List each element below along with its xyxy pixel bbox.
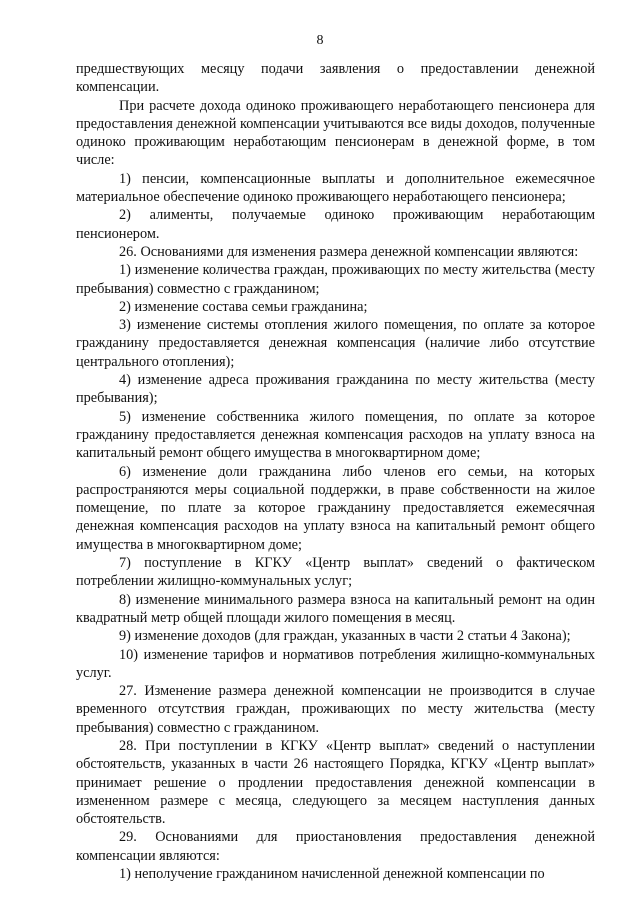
paragraph: 10) изменение тарифов и нормативов потребления жилищно-коммунальных услуг. [76,646,595,681]
paragraph: 26. Основаниями для изменения размера денежной компенсации являются: [119,243,579,260]
paragraph: 4) изменение адреса проживания гражданина по месту жительства (месту пребывания); [76,372,595,407]
paragraph: 2) алименты, получаемые одиноко проживающим неработающим пенсионером. [76,207,595,242]
paragraph: 1) неполучение гражданином начисленной денежной компенсации по [119,866,545,883]
paragraph: 29. Основаниями для приостановления предоставления денежной компенсации являются: [76,829,595,864]
paragraph: 27. Изменение размера денежной компенсации не производится в случае временного отсутствия граждан, проживающих по месту жительства (месту пребывания) совместно с гражданином. [76,683,595,736]
paragraph: 9) изменение доходов (для граждан, указанных в части 2 статьи 4 Закона); [119,628,571,645]
paragraph: 1) изменение количества граждан, проживающих по месту жительства (месту пребывания) совместно с гражданином; [76,262,595,297]
page-number: 8 [316,33,324,48]
paragraph: 8) изменение минимального размера взноса на капитальный ремонт на один квадратный метр общей площади жилого помещения в месяц. [76,591,595,626]
paragraph: 1) пенсии, компенсационные выплаты и дополнительное ежемесячное материальное обеспечение одиноко проживающего неработающего пенсионера; [76,170,595,206]
paragraph: 7) поступление в КГКУ «Центр выплат» сведений о фактическом потреблении жилищно-коммунальных услуг; [76,555,595,590]
document-body [76,60,595,883]
paragraph: 28. При поступлении в КГКУ «Центр выплат» сведений о наступлении обстоятельств, указанных в части 26 настоящего Порядка, КГКУ «Центр выплат» принимает решение о продлении предоставления денежной компенсации в измененном размере с месяца, следующего за месяцем наступления данных обстоятельств. [76,737,595,828]
paragraph: 3) изменение системы отопления жилого помещения, по оплате за которое гражданину предоставляется денежная компенсация (наличие либо отсутствие центрального отопления); [76,317,595,370]
paragraph: 6) изменение доли гражданина либо членов его семьи, на которых распространяются меры социальной поддержки, в праве собственности на жилое помещение, по плате за которое гражданину предоставляется ежемесячная денежная компенсация расходов на уплату взноса на капитальный ремонт общего имущества в многоквартирном доме; [76,463,595,553]
paragraph: 2) изменение состава семьи гражданина; [119,298,368,315]
paragraph: предшествующих месяцу подачи заявления о предоставлении денежной компенсации. [76,61,595,96]
paragraph: 5) изменение собственника жилого помещения, по оплате за которое гражданину предоставляется денежная компенсация расходов на уплату взноса на капитальный ремонт общего имущества в многоквартирном доме; [76,408,595,462]
paragraph: При расчете дохода одиноко проживающего неработающего пенсионера для предоставления денежной компенсации учитываются все виды доходов, полученные одиноко проживающим неработающим пенсионерам в денежной форме, в том числе: [76,97,595,169]
